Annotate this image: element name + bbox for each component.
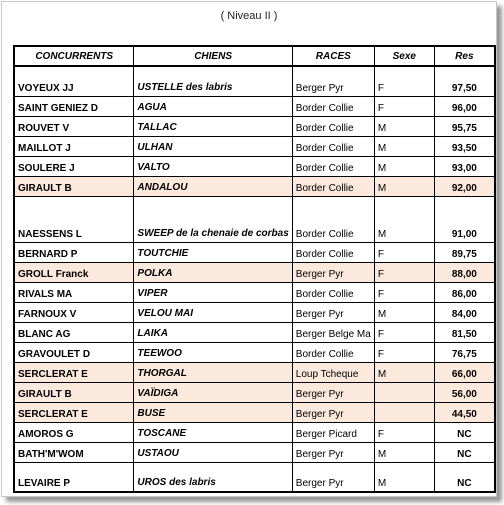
result-cell: 88,00 xyxy=(434,262,495,282)
competitor-cell: GIRAULT B xyxy=(14,382,134,402)
result-cell: 89,75 xyxy=(434,242,495,262)
competitor-cell: BATH'M'WOM xyxy=(14,442,134,462)
level-subtitle: ( Niveau II ) xyxy=(220,10,278,22)
sex-cell: M xyxy=(374,116,434,136)
result-cell: 76,75 xyxy=(434,342,495,362)
competitor-cell: MAILLOT J xyxy=(14,136,134,156)
competitor-cell: SOULERE J xyxy=(14,156,134,176)
breed-cell: Berger Pyr xyxy=(292,382,374,402)
dog-cell: THORGAL xyxy=(134,362,292,382)
competitor-cell: GROLL Franck xyxy=(14,262,134,282)
table-row xyxy=(14,382,495,402)
sex-cell: F xyxy=(374,342,434,362)
sex-cell: M xyxy=(374,442,434,462)
table-body xyxy=(14,66,495,492)
competitor-cell: SERCLERAT E xyxy=(14,402,134,422)
breed-cell: Berger Pyr xyxy=(292,462,374,492)
dog-cell: TOSCANE xyxy=(134,422,292,442)
dog-cell: ULHAN xyxy=(134,136,292,156)
dog-cell: VAÏDIGA xyxy=(134,382,292,402)
sex-cell: M xyxy=(374,362,434,382)
table-row xyxy=(14,262,495,282)
table-row xyxy=(14,322,495,342)
table-row xyxy=(14,462,495,492)
header-competitor: CONCURRENTS xyxy=(14,46,134,66)
result-cell: 92,00 xyxy=(434,176,495,196)
table-row xyxy=(14,402,495,422)
breed-cell: Berger Pyr xyxy=(292,66,374,96)
sex-cell: F xyxy=(374,422,434,442)
breed-cell: Berger Picard xyxy=(292,422,374,442)
result-cell: 44,50 xyxy=(434,402,495,422)
competitor-cell: RIVALS MA xyxy=(14,282,134,302)
dog-cell: POLKA xyxy=(134,262,292,282)
header-breed: RACES xyxy=(292,46,374,66)
dog-cell: LAIKA xyxy=(134,322,292,342)
breed-cell: Border Collie xyxy=(292,96,374,116)
table-row xyxy=(14,242,495,262)
competitor-cell: BERNARD P xyxy=(14,242,134,262)
competitor-cell: AMOROS G xyxy=(14,422,134,442)
table-row xyxy=(14,362,495,382)
dog-cell: TALLAC xyxy=(134,116,292,136)
table-row xyxy=(14,342,495,362)
sex-cell: M xyxy=(374,302,434,322)
sex-cell: F xyxy=(374,262,434,282)
dog-cell: ANDALOU xyxy=(134,176,292,196)
sex-cell: M xyxy=(374,176,434,196)
dog-cell: USTELLE des labris xyxy=(134,66,292,96)
dog-cell: VIPER xyxy=(134,282,292,302)
sex-cell xyxy=(374,402,434,422)
result-cell: 95,75 xyxy=(434,116,495,136)
dog-cell: SWEEP de la chenaie de corbas xyxy=(134,196,292,242)
result-cell: NC xyxy=(434,422,495,442)
table-row xyxy=(14,196,495,242)
breed-cell: Berger Pyr xyxy=(292,402,374,422)
result-cell: 97,50 xyxy=(434,66,495,96)
table-row xyxy=(14,442,495,462)
breed-cell: Border Collie xyxy=(292,156,374,176)
breed-cell: Border Collie xyxy=(292,116,374,136)
header-dog: CHIENS xyxy=(134,46,292,66)
breed-cell: Border Collie xyxy=(292,196,374,242)
result-cell: NC xyxy=(434,462,495,492)
table-row xyxy=(14,156,495,176)
table-row xyxy=(14,282,495,302)
table-row xyxy=(14,136,495,156)
result-cell: 84,00 xyxy=(434,302,495,322)
breed-cell: Border Collie xyxy=(292,136,374,156)
competitor-cell: VOYEUX JJ xyxy=(14,66,134,96)
dog-cell: VELOU MAI xyxy=(134,302,292,322)
breed-cell: Border Collie xyxy=(292,282,374,302)
dog-cell: TEEWOO xyxy=(134,342,292,362)
result-cell: 93,00 xyxy=(434,156,495,176)
document-page xyxy=(1,1,497,497)
result-cell: 56,00 xyxy=(434,382,495,402)
result-cell: 96,00 xyxy=(434,96,495,116)
dog-cell: AGUA xyxy=(134,96,292,116)
competitor-cell: ROUVET V xyxy=(14,116,134,136)
breed-cell: Berger Belge Ma xyxy=(292,322,374,342)
breed-cell: Border Collie xyxy=(292,242,374,262)
sex-cell: F xyxy=(374,282,434,302)
competitor-cell: GRAVOULET D xyxy=(14,342,134,362)
table-row xyxy=(14,96,495,116)
sex-cell: F xyxy=(374,322,434,342)
dog-cell: USTAOU xyxy=(134,442,292,462)
sex-cell: M xyxy=(374,136,434,156)
result-cell: 66,00 xyxy=(434,362,495,382)
header-sex: Sexe xyxy=(374,46,434,66)
table-header-row xyxy=(14,46,495,66)
result-cell: 86,00 xyxy=(434,282,495,302)
table-row xyxy=(14,116,495,136)
sex-cell xyxy=(374,382,434,402)
breed-cell: Loup Tcheque xyxy=(292,362,374,382)
breed-cell: Berger Pyr xyxy=(292,442,374,462)
sex-cell: M xyxy=(374,156,434,176)
sex-cell: F xyxy=(374,242,434,262)
competitor-cell: SERCLERAT E xyxy=(14,362,134,382)
dog-cell: UROS des labris xyxy=(134,462,292,492)
result-cell: 93,50 xyxy=(434,136,495,156)
result-cell: NC xyxy=(434,442,495,462)
breed-cell: Border Collie xyxy=(292,342,374,362)
dog-cell: TOUTCHIE xyxy=(134,242,292,262)
dog-cell: BUSE xyxy=(134,402,292,422)
results-table xyxy=(13,45,496,493)
competitor-cell: BLANC AG xyxy=(14,322,134,342)
dog-cell: VALTO xyxy=(134,156,292,176)
breed-cell: Border Collie xyxy=(292,176,374,196)
competitor-cell: GIRAULT B xyxy=(14,176,134,196)
sex-cell: F xyxy=(374,96,434,116)
table-row xyxy=(14,66,495,96)
result-cell: 81,50 xyxy=(434,322,495,342)
breed-cell: Berger Pyr xyxy=(292,262,374,282)
sex-cell: F xyxy=(374,66,434,96)
breed-cell: Berger Pyr xyxy=(292,302,374,322)
competitor-cell: LEVAIRE P xyxy=(14,462,134,492)
sex-cell: M xyxy=(374,196,434,242)
competitor-cell: NAESSENS L xyxy=(14,196,134,242)
header-result: Res xyxy=(434,46,495,66)
result-cell: 91,00 xyxy=(434,196,495,242)
competitor-cell: SAINT GENIEZ D xyxy=(14,96,134,116)
table-row xyxy=(14,176,495,196)
competitor-cell: FARNOUX V xyxy=(14,302,134,322)
table-row xyxy=(14,422,495,442)
table-row xyxy=(14,302,495,322)
sex-cell: M xyxy=(374,462,434,492)
